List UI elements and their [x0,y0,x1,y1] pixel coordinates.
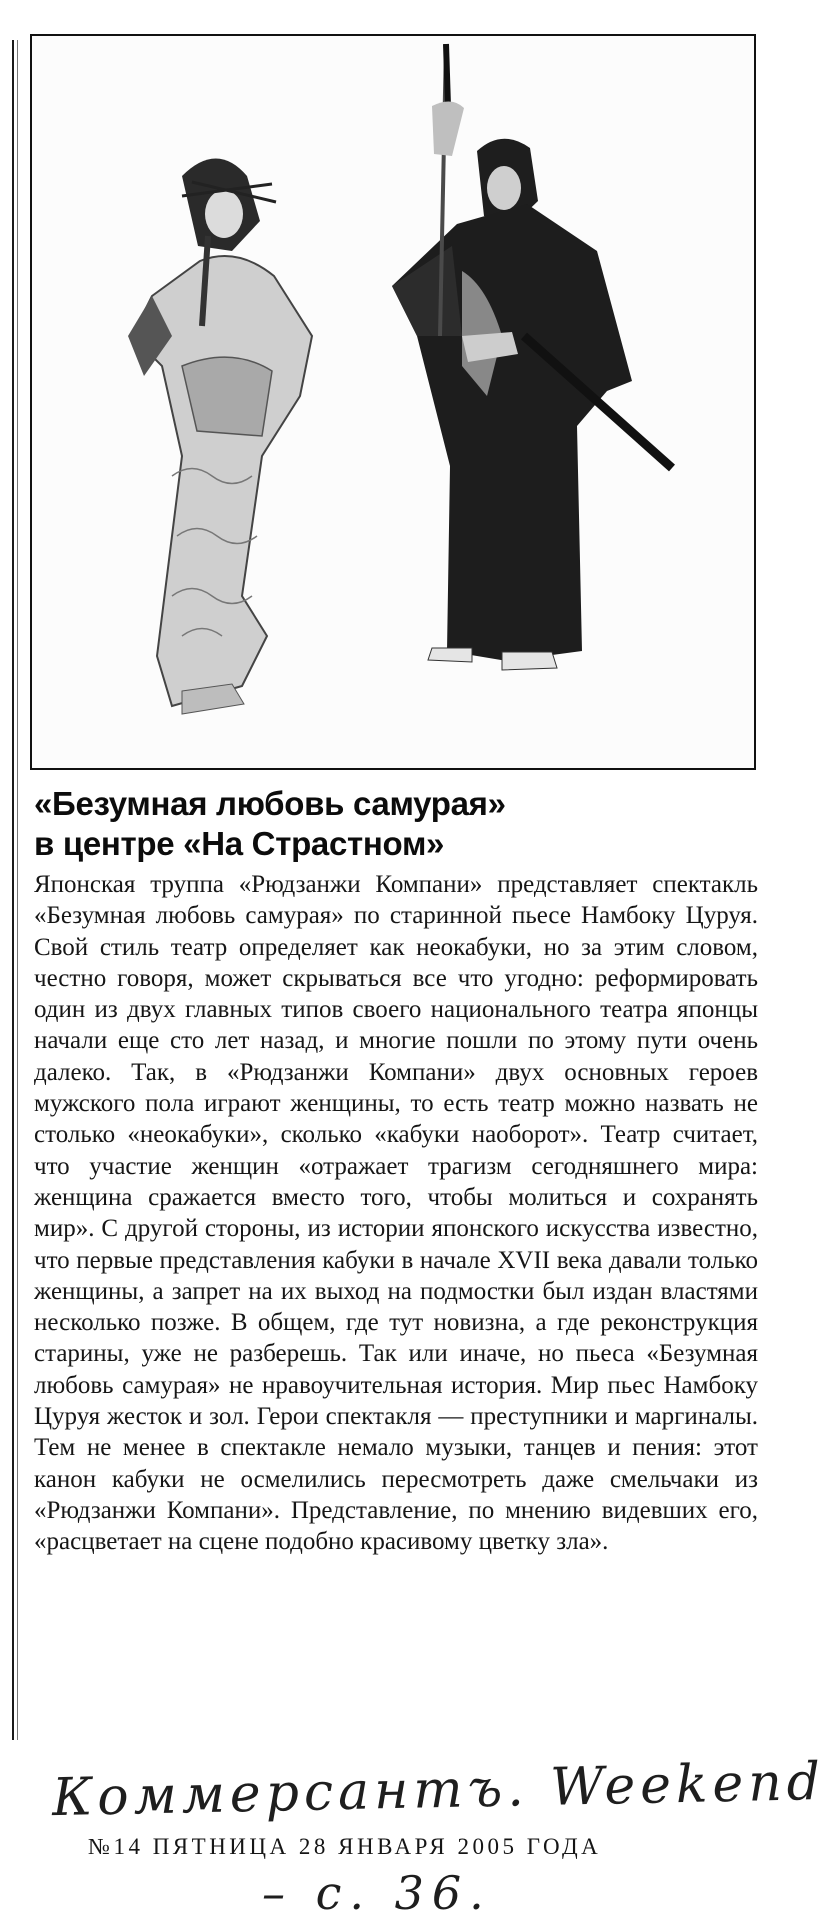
geisha-figure [128,159,312,715]
headline-line-2: в центре «На Страстном» [34,825,445,862]
headline-line-1: «Безумная любовь самурая» [34,785,506,822]
left-column-rule [12,40,14,1740]
left-column-rule-thin [17,40,18,1740]
article-photo [30,34,756,770]
photo-illustration [32,36,754,768]
handwritten-publication-name: Коммерсантъ. Weekend [51,1751,826,1829]
handwritten-page-number: – с. 36. [262,1866,492,1920]
issue-dateline: №14 ПЯТНИЦА 28 ЯНВАРЯ 2005 ГОДА [88,1834,602,1859]
samurai-figure [392,44,672,670]
article-headline [34,784,774,864]
article-body: Японская труппа «Рюдзанжи Компани» представляет спектакль «Безумная любовь самурая» по старинной пьесе Намбоку Цуруя. Свой стиль театр определяет как неокабуки, но за этим словом, честно говоря, может скрываться все что угодно: реформировать один из двух главных типов своего национального театра японцы начали еще сто лет назад, и многие пошли по этому пути очень далеко. Так, в «Рюдзанжи Компани» двух основных героев мужского пола играют женщины, то есть театр можно назвать не столько «неокабуки», сколько «кабуки наоборот». Театр считает, что участие женщин «отражает трагизм сегодняшнего мира: женщина сражается вместо того, чтобы молиться и сохранять мир». С другой стороны, из истории японского искусства известно, что первые представления кабуки в начале XVII века давали только женщины, а запрет на их выход на подмостки был издан властями несколько позже. В общем, где тут новизна, а где реконструкция старины, уже не разберешь. Так или иначе, но пьеса «Безумная любовь самурая» не нравоучительная история. Мир пьес Намбоку Цуруя жесток и зол. Герои спектакля — преступники и маргиналы. Тем не менее в спектакле немало музыки, танцев и пения: этот канон кабуки не осмелились пересмотреть даже смельчаки из «Рюдзанжи Компани». Представление, по мнению видевших его, «расцветает на сцене подобно красивому цветку зла». [34,871,758,1556]
